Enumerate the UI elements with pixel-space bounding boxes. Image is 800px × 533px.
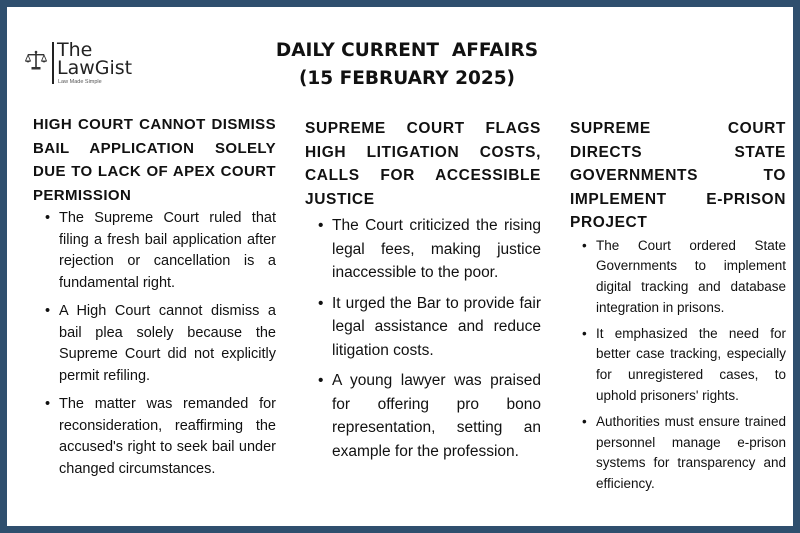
scales-of-justice-icon bbox=[25, 50, 47, 72]
title-line-1: DAILY CURRENT AFFAIRS bbox=[275, 40, 539, 61]
column-heading: SUPREME COURT FLAGS HIGH LITIGATION COSTS, CALLS FOR ACCESSIBLE JUSTICE bbox=[305, 120, 541, 208]
logo-tagline: Law Made Simple bbox=[58, 79, 102, 85]
list-item: • The matter was remanded for reconsideration, reaffirming the accused's right to seek bail under changed circumstances. bbox=[59, 394, 276, 480]
list-item: • A young lawyer was praised for offering pro bono representation, setting an example for the profession. bbox=[332, 369, 541, 463]
list-item: • The Supreme Court ruled that filing a fresh bail application after rejection or cancellation is a fundamental right. bbox=[59, 208, 276, 294]
list-item: • Authorities must ensure trained personnel manage e-prison systems for transparency and efficiency. bbox=[596, 412, 786, 495]
logo-name-line2: LawGist bbox=[57, 57, 133, 79]
logo-name-line1: The bbox=[57, 39, 93, 61]
page-title bbox=[207, 37, 607, 93]
bullet-list bbox=[596, 236, 786, 496]
logo-divider bbox=[52, 42, 54, 84]
column-heading: SUPREME COURT DIRECTS STATE GOVERNMENTS TO IMPLEMENT E-PRISON PROJECT bbox=[570, 120, 786, 231]
the-lawgist-logo bbox=[25, 40, 145, 86]
list-item: • The Court criticized the rising legal fees, making justice inaccessible to the poor. bbox=[332, 214, 541, 285]
list-item: • The Court ordered State Governments to implement digital tracking and database integration in prisons. bbox=[596, 236, 786, 319]
list-item: • A High Court cannot dismiss a bail plea solely because the Supreme Court did not explicitly permit refiling. bbox=[59, 301, 276, 387]
bullet-list bbox=[59, 208, 276, 480]
title-line-2: (15 FEBRUARY 2025) bbox=[298, 68, 516, 89]
news-column-e-prison bbox=[570, 117, 786, 500]
list-item: • It emphasized the need for better case tracking, especially for unregistered cases, to uphold prisoners' rights. bbox=[596, 324, 786, 407]
news-column-litigation-costs bbox=[305, 117, 541, 470]
news-column-bail bbox=[33, 113, 276, 487]
bullet-list bbox=[332, 214, 541, 463]
list-item: • It urged the Bar to provide fair legal assistance and reduce litigation costs. bbox=[332, 292, 541, 363]
column-heading: HIGH COURT CANNOT DISMISS BAIL APPLICATION SOLELY DUE TO LACK OF APEX COURT PERMISSION bbox=[33, 116, 276, 204]
